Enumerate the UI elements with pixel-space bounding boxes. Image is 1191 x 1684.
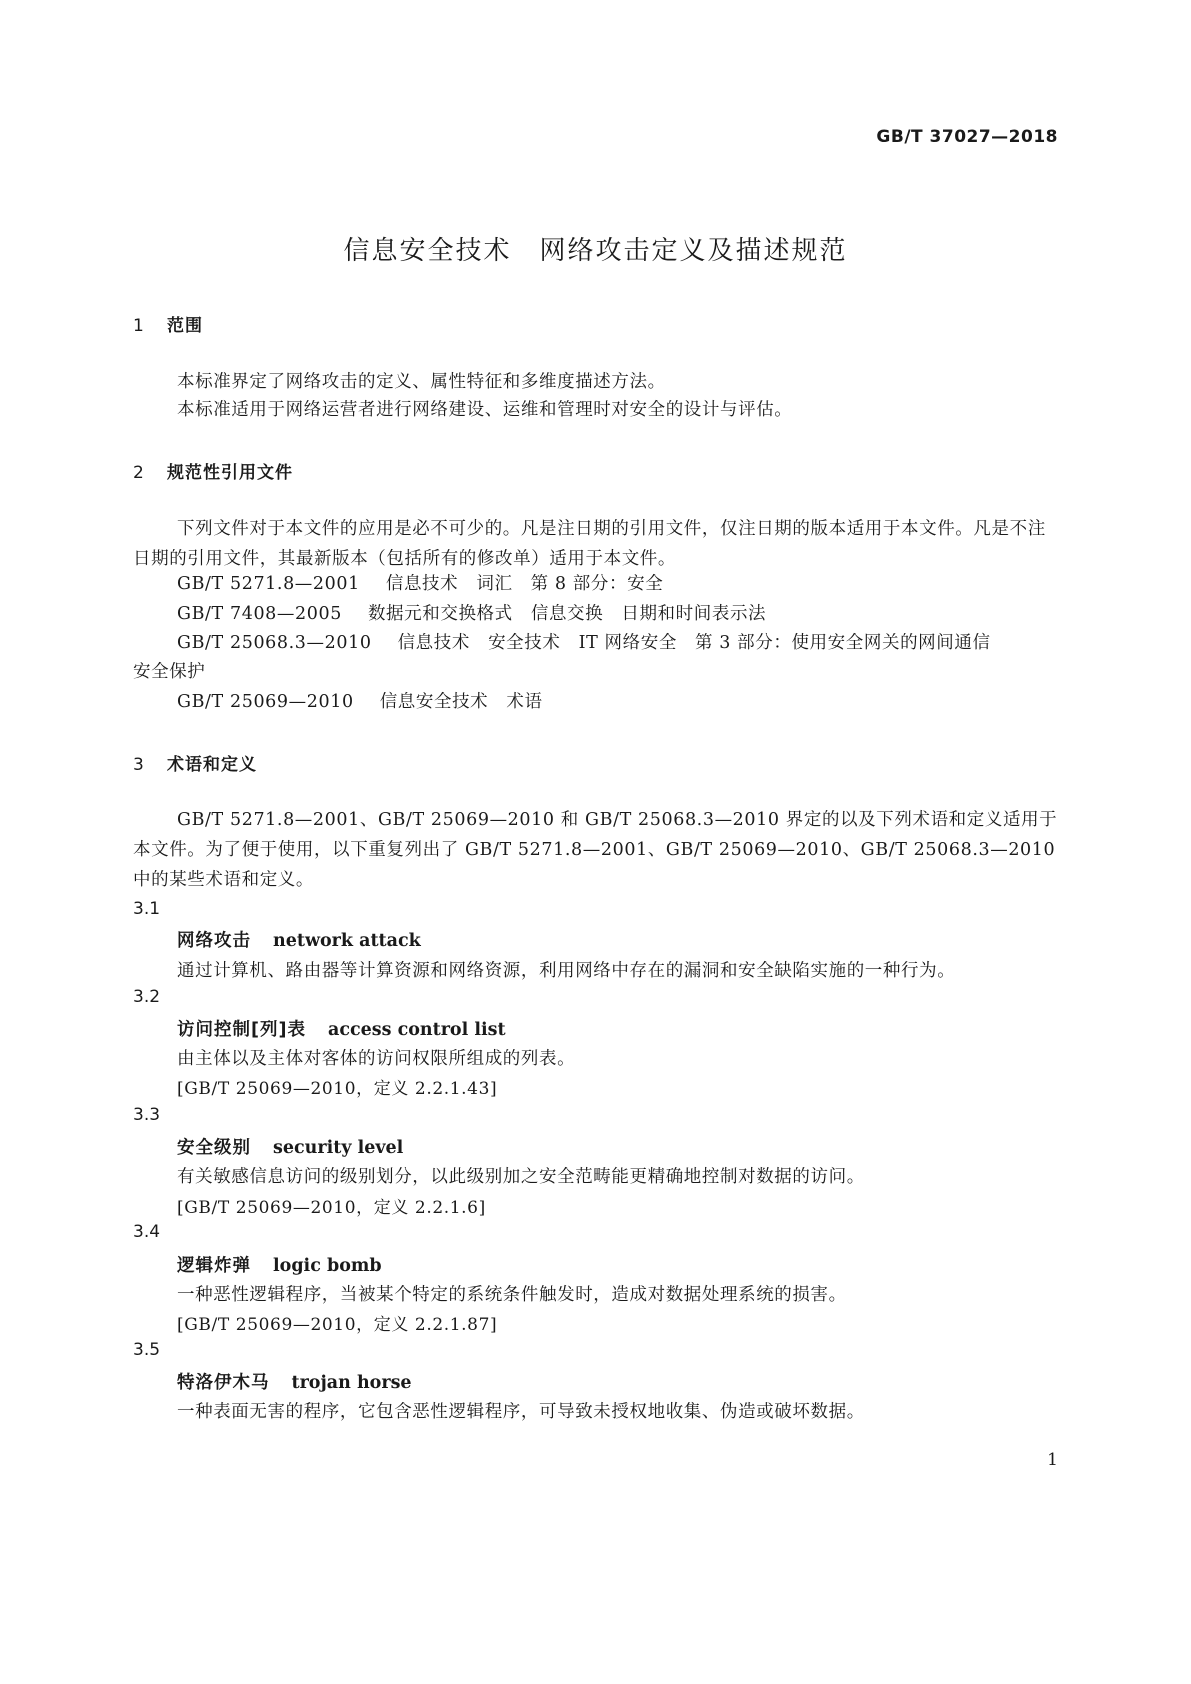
- term-en: logic bomb: [273, 1256, 382, 1276]
- paragraph: 下列文件对于本文件的应用是必不可少的。凡是注日期的引用文件，仅注日期的版本适用于本文件。凡是不注日期的引用文件，其最新版本（包括所有的修改单）适用于本文件。: [133, 519, 1046, 569]
- reference-title: 信息技术 词汇 第 8 部分：安全: [385, 574, 664, 594]
- term-name: [177, 927, 421, 952]
- section-title: 规范性引用文件: [167, 463, 293, 483]
- term-zh: 网络攻击: [177, 931, 251, 951]
- term-number: 3.4: [133, 1222, 161, 1242]
- paragraph: 本标准界定了网络攻击的定义、属性特征和多维度描述方法。: [177, 372, 666, 392]
- term-source: [GB/T 25069—2010，定义 2.2.1.6]: [177, 1198, 486, 1218]
- reference-item: [177, 687, 543, 717]
- term-zh: 访问控制[列]表: [177, 1020, 306, 1040]
- standard-code: GB/T 37027—2018: [876, 127, 1058, 147]
- reference-title: 数据元和交换格式 信息交换 日期和时间表示法: [367, 604, 767, 624]
- paragraph: GB/T 5271.8—2001、GB/T 25069—2010 和 GB/T 25068.3—2010 界定的以及下列术语和定义适用于本文件。为了便于使用，以下重复列出了 GB/T 5271.8—2001、GB/T 25069—2010、GB/T 25068.3—2010 中的某些术语和定义。: [133, 810, 1058, 890]
- section-title: 范围: [167, 316, 203, 336]
- term-number: 3.1: [133, 899, 161, 919]
- term-zh: 安全级别: [177, 1138, 251, 1158]
- reference-item: [177, 569, 663, 599]
- section-2-heading: [133, 458, 293, 483]
- term-name: [177, 1016, 506, 1041]
- section-number: 2: [133, 463, 145, 483]
- reference-code: GB/T 5271.8—2001: [177, 574, 360, 594]
- reference-title: 信息安全技术 术语: [379, 692, 543, 712]
- term-zh: 逻辑炸弹: [177, 1256, 251, 1276]
- reference-code: GB/T 25069—2010: [177, 692, 354, 712]
- section-number: 1: [133, 316, 145, 336]
- page-number: 1: [1047, 1450, 1058, 1470]
- term-number: 3.5: [133, 1340, 161, 1360]
- term-definition: 通过计算机、路由器等计算资源和网络资源，利用网络中存在的漏洞和安全缺陷实施的一种行为。: [177, 961, 956, 981]
- reference-title: 信息技术 安全技术 IT 网络安全 第 3 部分：使用安全网关的网间通信: [397, 633, 991, 653]
- section-number: 3: [133, 755, 145, 775]
- term-zh: 特洛伊木马: [177, 1373, 270, 1393]
- term-en: trojan horse: [291, 1373, 412, 1393]
- term-source: [GB/T 25069—2010，定义 2.2.1.43]: [177, 1079, 498, 1099]
- document-title: 信息安全技术 网络攻击定义及描述规范: [343, 236, 848, 266]
- section-title: 术语和定义: [167, 755, 257, 775]
- paragraph: 本标准适用于网络运营者进行网络建设、运维和管理时对安全的设计与评估。: [177, 400, 793, 420]
- term-en: security level: [273, 1138, 404, 1158]
- section-3-heading: [133, 750, 257, 775]
- reference-code: GB/T 7408—2005: [177, 604, 342, 624]
- term-definition: 由主体以及主体对客体的访问权限所组成的列表。: [177, 1049, 576, 1069]
- term-source: [GB/T 25069—2010，定义 2.2.1.87]: [177, 1315, 498, 1335]
- term-name: [177, 1252, 382, 1277]
- reference-code: GB/T 25068.3—2010: [177, 633, 372, 653]
- term-definition: 一种表面无害的程序，它包含恶性逻辑程序，可导致未授权地收集、伪造或破坏数据。: [177, 1402, 865, 1422]
- reference-item: [177, 628, 991, 658]
- term-name: [177, 1134, 403, 1159]
- term-number: 3.3: [133, 1105, 161, 1125]
- section-1-heading: [133, 311, 203, 336]
- term-en: access control list: [328, 1020, 506, 1040]
- term-definition: 一种恶性逻辑程序，当被某个特定的系统条件触发时，造成对数据处理系统的损害。: [177, 1285, 847, 1305]
- term-definition: 有关敏感信息访问的级别划分，以此级别加之安全范畴能更精确地控制对数据的访问。: [177, 1167, 865, 1187]
- reference-continuation: 安全保护: [133, 662, 206, 682]
- reference-item: [177, 599, 766, 629]
- term-en: network attack: [273, 931, 421, 951]
- term-name: [177, 1369, 412, 1394]
- term-number: 3.2: [133, 987, 161, 1007]
